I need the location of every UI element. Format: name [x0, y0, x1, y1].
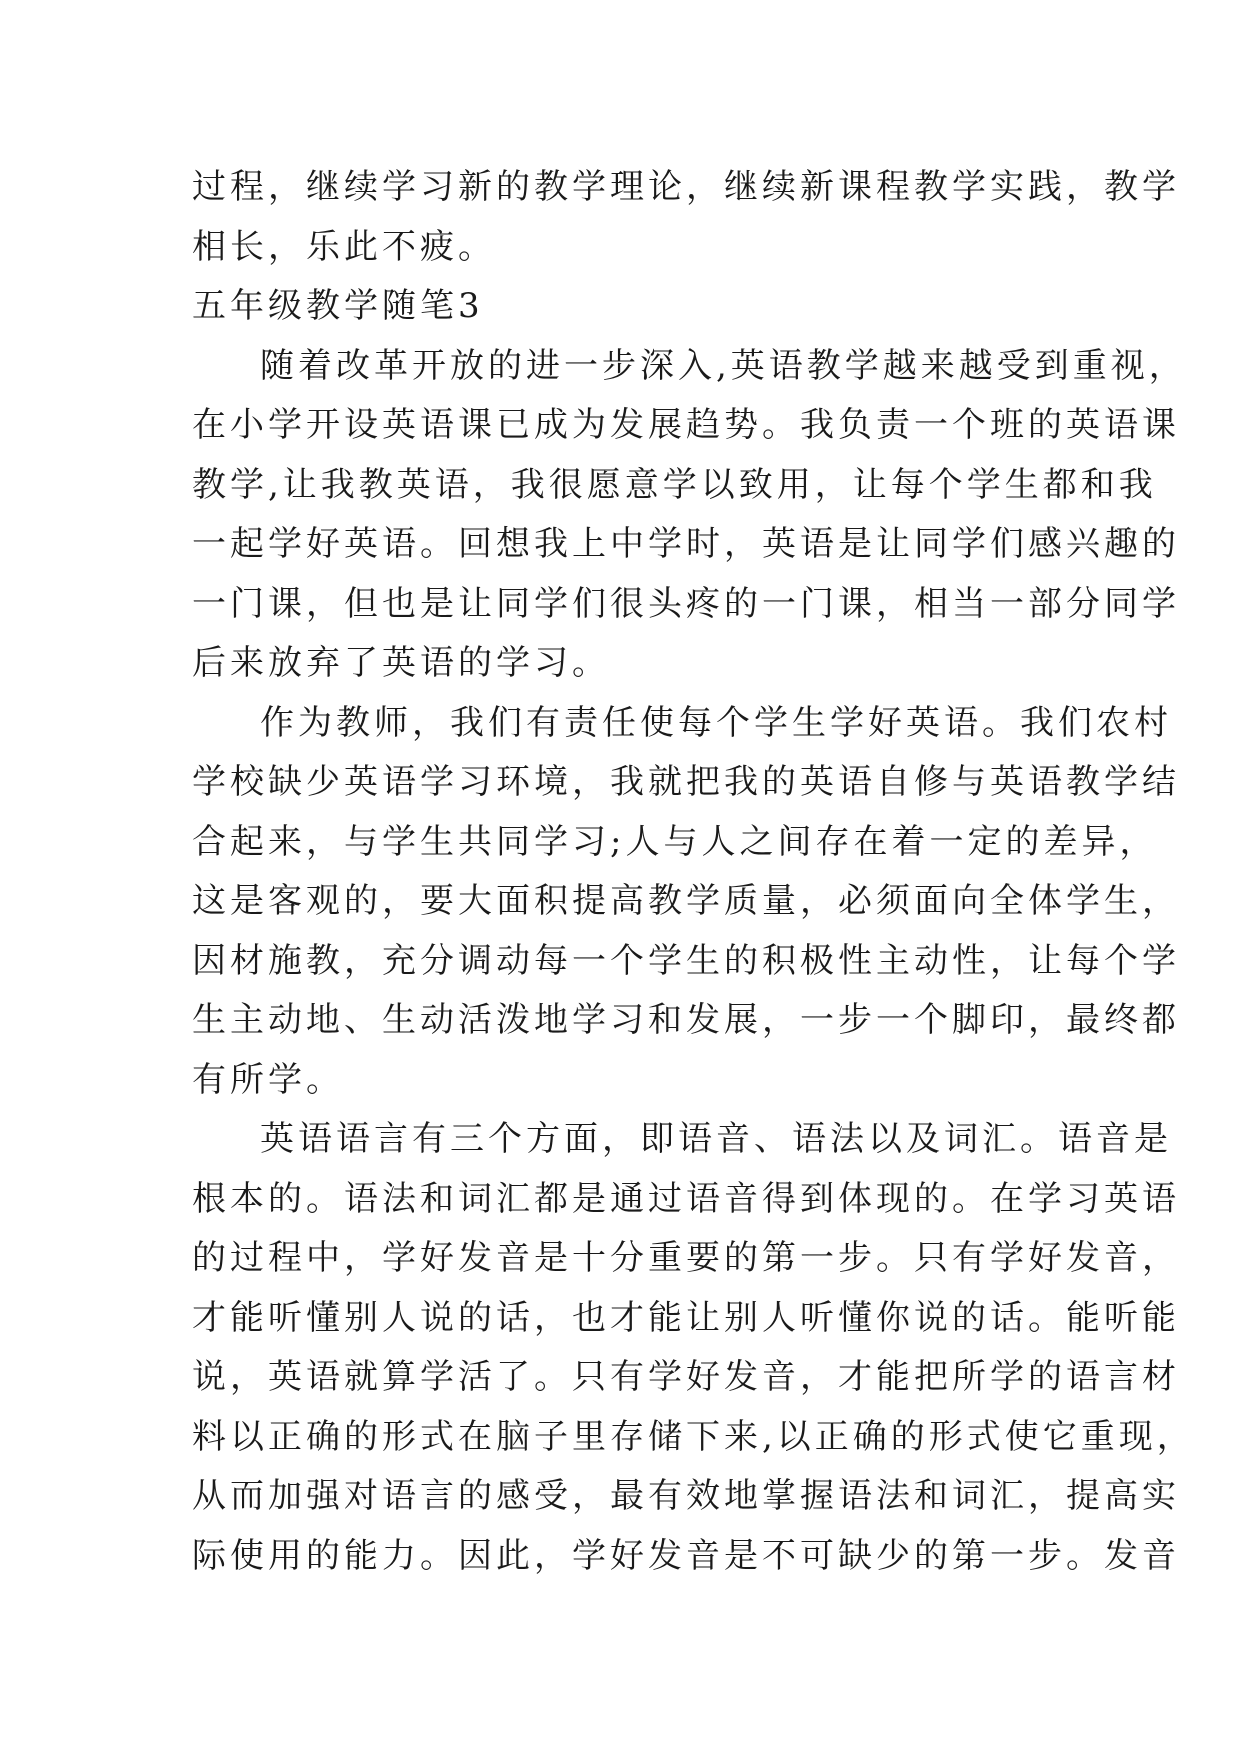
text-line: 合起来，与学生共同学习;人与人之间存在着一定的差异， [192, 821, 1158, 862]
text-line: 说，英语就算学活了。只有学好发音，才能把所学的语言材 [192, 1357, 1180, 1397]
document-body [192, 158, 1195, 1586]
section-heading: 五年级教学随笔3 [192, 286, 484, 326]
text-line: 的过程中，学好发音是十分重要的第一步。只有学好发音， [192, 1238, 1180, 1278]
text-line: 作为教师，我们有责任使每个学生学好英语。我们农村 [260, 702, 1172, 743]
text-line: 因材施教，充分调动每一个学生的积极性主动性，让每个学 [192, 940, 1180, 981]
text-line: 这是客观的，要大面积提高教学质量，必须面向全体学生， [192, 881, 1180, 921]
text-line: 学校缺少英语学习环境，我就把我的英语自修与英语教学结 [192, 762, 1180, 802]
text-line: 在小学开设英语课已成为发展趋势。我负责一个班的英语课 [192, 405, 1180, 445]
text-line: 际使用的能力。因此，学好发音是不可缺少的第一步。发音 [192, 1535, 1180, 1576]
text-line: 从而加强对语言的感受，最有效地掌握语法和词汇，提高实 [192, 1476, 1180, 1516]
text-line: 随着改革开放的进一步深入,英语教学越来越受到重视， [260, 345, 1187, 386]
text-line: 一起学好英语。回想我上中学时，英语是让同学们感兴趣的 [192, 524, 1180, 564]
text-line: 生主动地、生动活泼地学习和发展，一步一个脚印，最终都 [192, 1000, 1180, 1040]
text-line: 根本的。语法和词汇都是通过语音得到体现的。在学习英语 [192, 1178, 1180, 1219]
text-line: 教学,让我教英语，我很愿意学以致用，让每个学生都和我 [192, 464, 1157, 505]
text-line: 一门课，但也是让同学们很头疼的一门课，相当一部分同学 [192, 583, 1180, 624]
text-line: 有所学。 [192, 1059, 344, 1100]
text-line: 相长，乐此不疲。 [192, 226, 496, 267]
text-line: 过程，继续学习新的教学理论，继续新课程教学实践，教学 [192, 167, 1180, 207]
text-line: 英语语言有三个方面，即语音、语法以及词汇。语音是 [260, 1119, 1172, 1159]
text-line: 后来放弃了英语的学习。 [192, 643, 610, 683]
text-line: 才能听懂别人说的话，也才能让别人听懂你说的话。能听能 [192, 1297, 1180, 1338]
text-line: 料以正确的形式在脑子里存储下来,以正确的形式使它重现， [192, 1416, 1195, 1457]
